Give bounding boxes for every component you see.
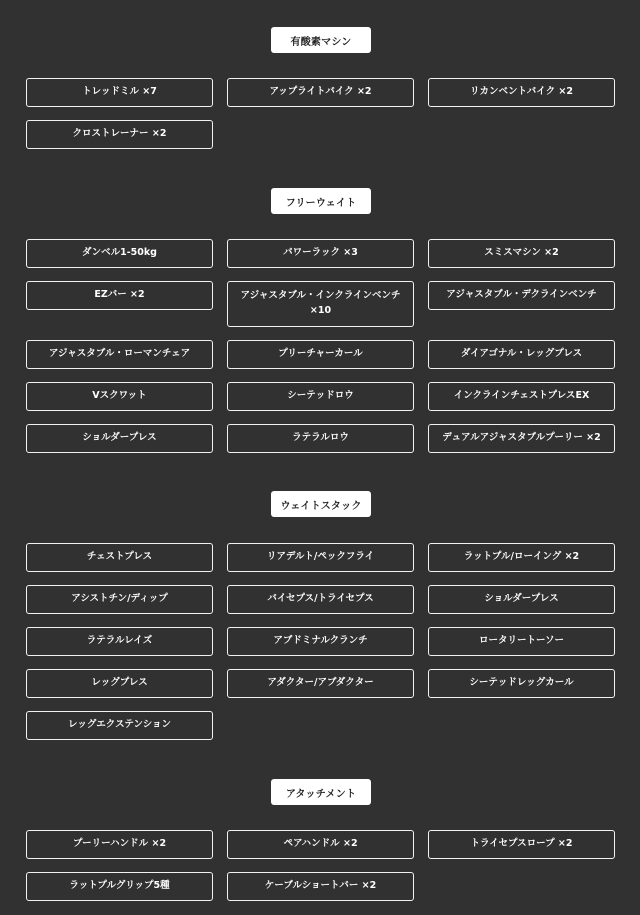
equipment-item: リアデルト/ペックフライ <box>227 543 414 572</box>
equipment-item: ダンベル1-50kg <box>26 239 213 268</box>
section-title-attachments: アタッチメント <box>271 779 371 805</box>
equipment-item: パワーラック ×3 <box>227 239 414 268</box>
section-title-weight-stack: ウェイトスタック <box>271 491 371 517</box>
equipment-item: ロータリートーソー <box>428 627 615 656</box>
equipment-item: クロストレーナー ×2 <box>26 120 213 149</box>
equipment-item: チェストプレス <box>26 543 213 572</box>
section-title-cardio: 有酸素マシン <box>271 27 371 53</box>
equipment-item: スミスマシン ×2 <box>428 239 615 268</box>
equipment-item: アシストチン/ディップ <box>26 585 213 614</box>
equipment-item: アップライトバイク ×2 <box>227 78 414 107</box>
equipment-item: シーテッドロウ <box>227 382 414 411</box>
equipment-item: Vスクワット <box>26 382 213 411</box>
equipment-item: バイセプス/トライセプス <box>227 585 414 614</box>
section-title-free-weight: フリーウェイト <box>271 188 371 214</box>
equipment-item: アジャスタブル・ローマンチェア <box>26 340 213 369</box>
attachments-grid <box>26 830 615 901</box>
equipment-item: ラットプルグリップ5種 <box>26 872 213 901</box>
equipment-item: リカンベントバイク ×2 <box>428 78 615 107</box>
equipment-item: アダクター/アブダクター <box>227 669 414 698</box>
equipment-item: EZバー ×2 <box>26 281 213 310</box>
free-weight-grid <box>26 239 615 453</box>
equipment-item: プリーチャーカール <box>227 340 414 369</box>
equipment-item: レッグプレス <box>26 669 213 698</box>
equipment-item: ペアハンドル ×2 <box>227 830 414 859</box>
equipment-item: ケーブルショートバー ×2 <box>227 872 414 901</box>
equipment-item: レッグエクステンション <box>26 711 213 740</box>
equipment-item: アジャスタブル・デクラインベンチ <box>428 281 615 310</box>
equipment-item: シーテッドレッグカール <box>428 669 615 698</box>
weight-stack-grid <box>26 543 615 740</box>
equipment-item: トライセプスロープ ×2 <box>428 830 615 859</box>
equipment-item: インクラインチェストプレスEX <box>428 382 615 411</box>
equipment-item: ラテラルレイズ <box>26 627 213 656</box>
equipment-item: プーリーハンドル ×2 <box>26 830 213 859</box>
equipment-item: ダイアゴナル・レッグプレス <box>428 340 615 369</box>
equipment-item: トレッドミル ×7 <box>26 78 213 107</box>
equipment-item: アジャスタブル・インクラインベンチ ×10 <box>227 281 414 327</box>
equipment-item: デュアルアジャスタブルプーリー ×2 <box>428 424 615 453</box>
cardio-grid <box>26 78 615 149</box>
equipment-item: ラットプル/ローイング ×2 <box>428 543 615 572</box>
equipment-item: アブドミナルクランチ <box>227 627 414 656</box>
equipment-item: ショルダープレス <box>26 424 213 453</box>
equipment-item: ラテラルロウ <box>227 424 414 453</box>
equipment-item: ショルダープレス <box>428 585 615 614</box>
